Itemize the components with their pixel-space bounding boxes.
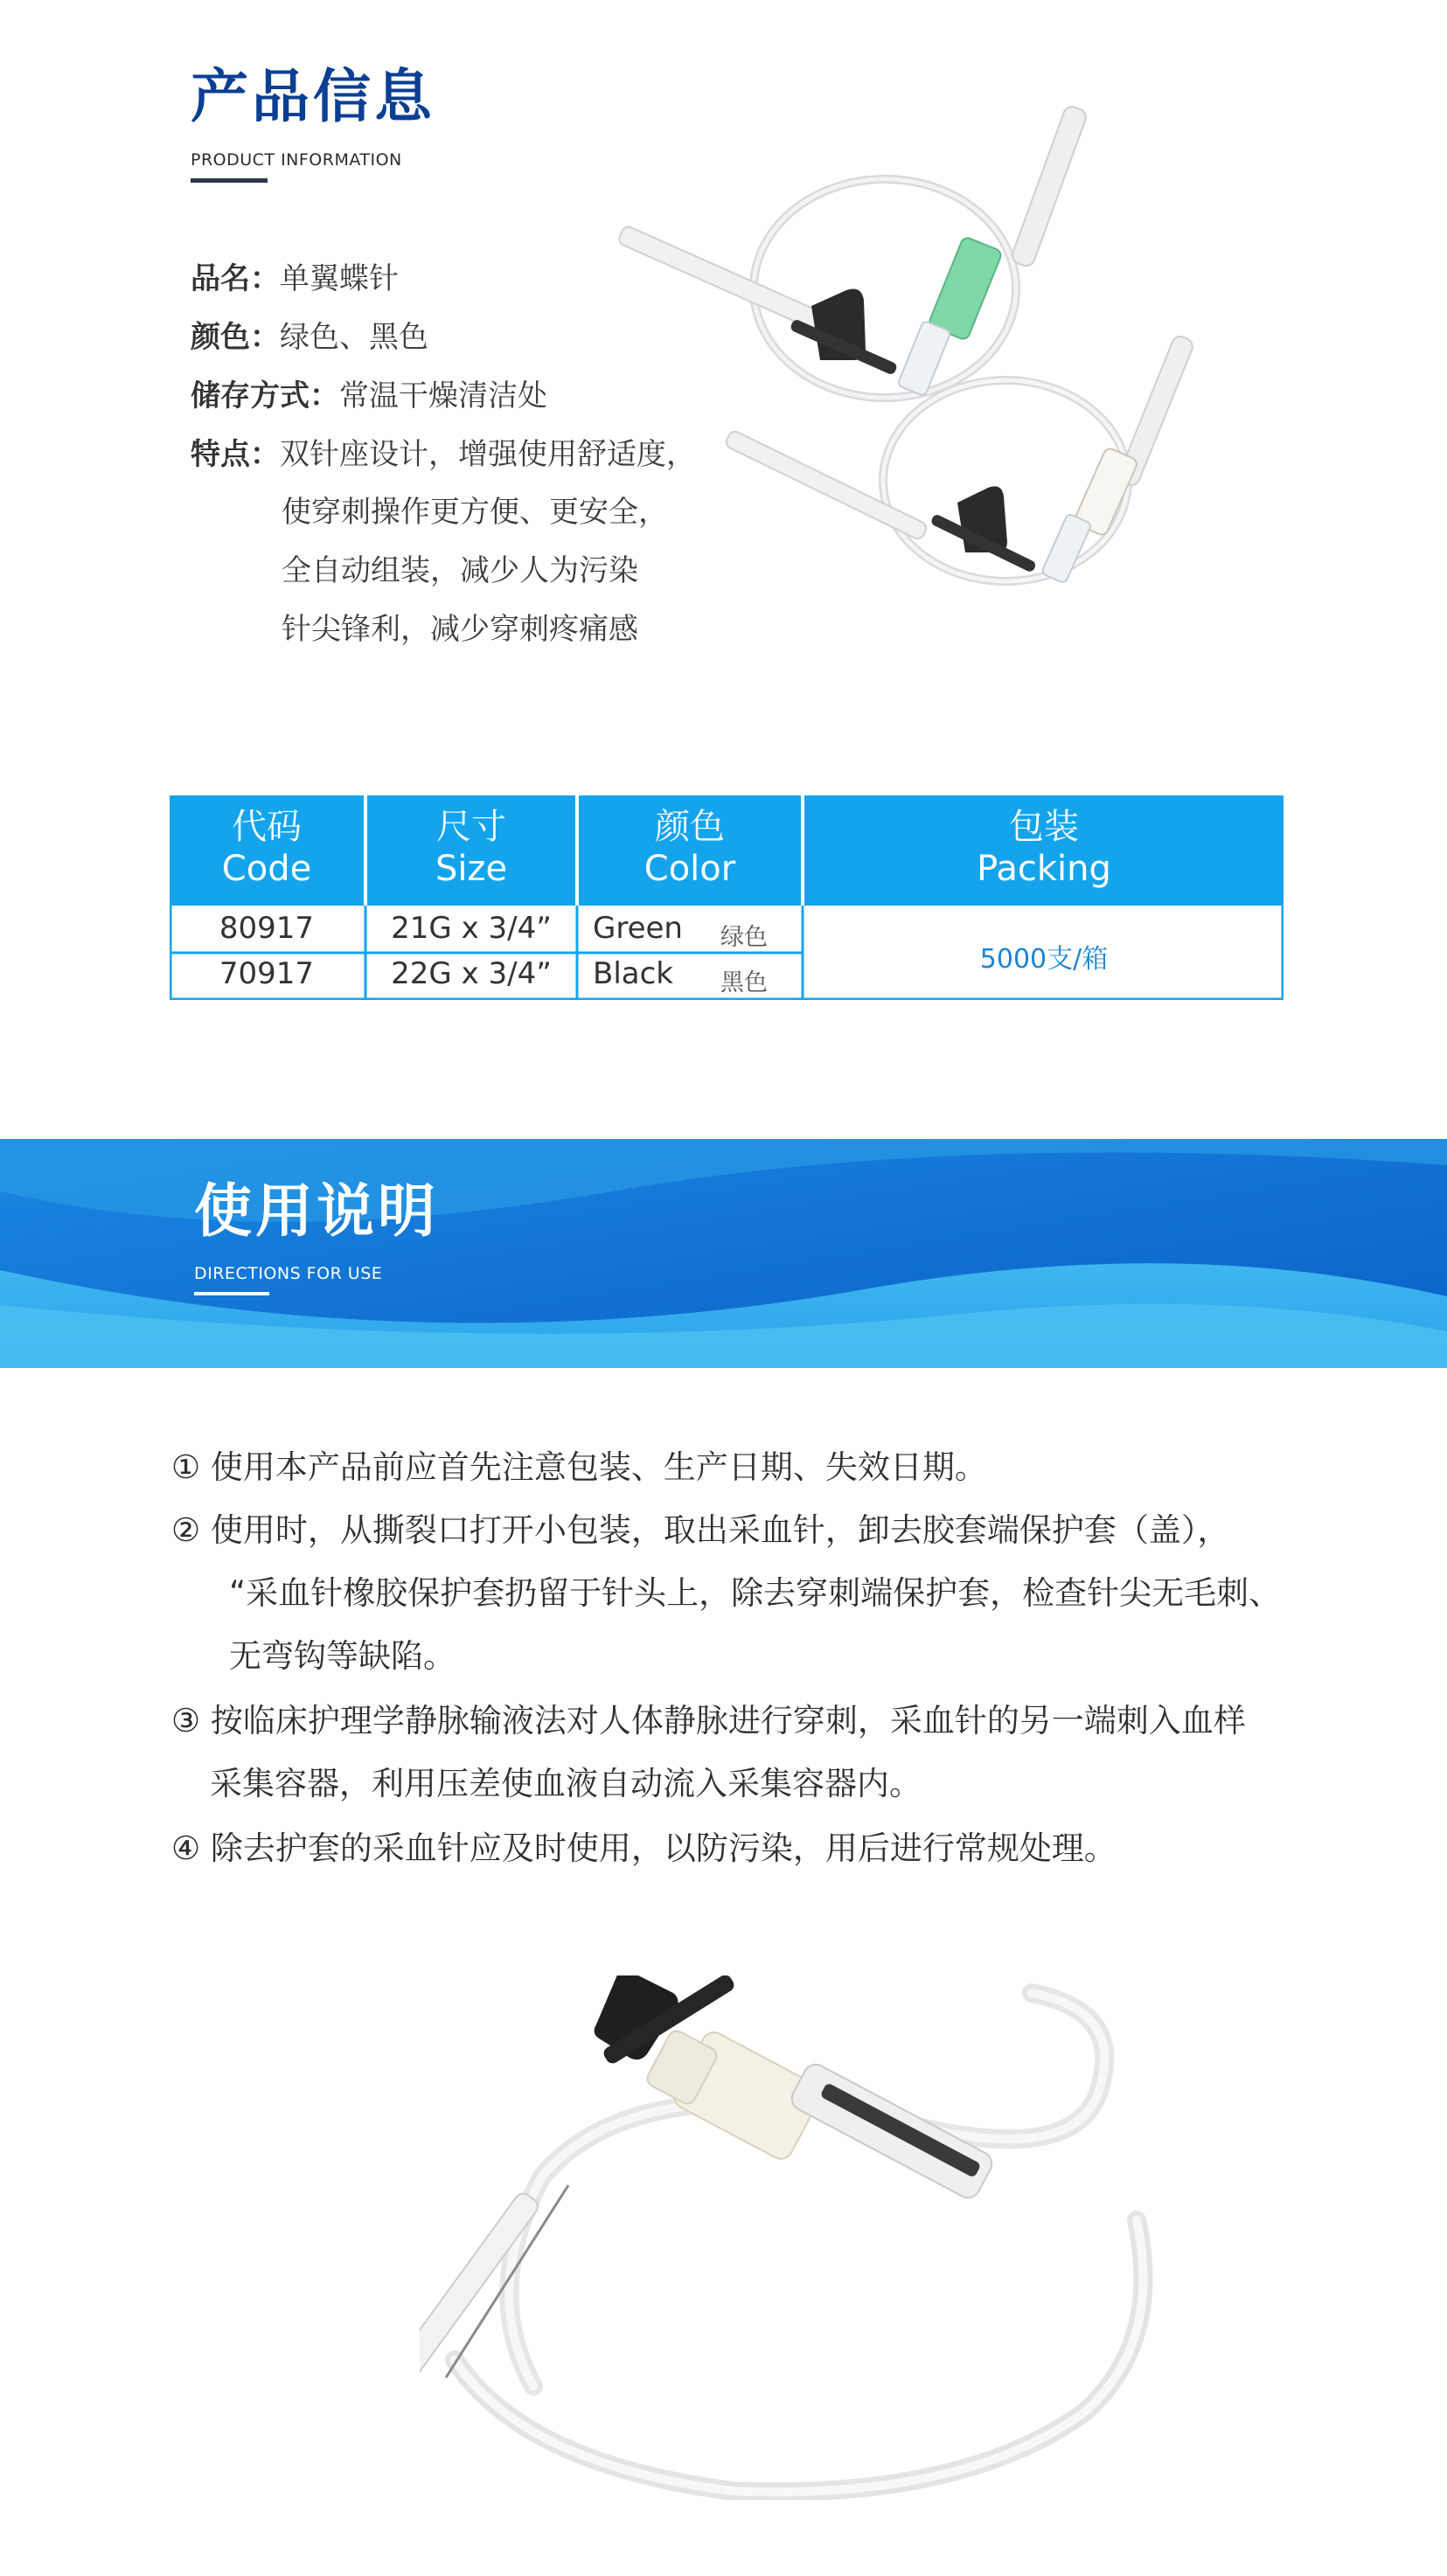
row2-color-en: Black [593, 956, 673, 991]
header-packing-cn: 包装 [1009, 807, 1079, 847]
storage-row [191, 378, 547, 413]
directions-underline [194, 1292, 269, 1295]
row2-color-cn: 黑色 [720, 969, 768, 996]
header-code-cn: 代码 [232, 807, 302, 847]
green-needle-illustration [617, 104, 1089, 398]
title-underline [191, 178, 268, 183]
feature-line: 双针座设计，增强使用舒适度， [280, 437, 696, 472]
direction-step-4: ④ 除去护套的采血针应及时使用，以防污染，用后进行常规处理。 [171, 1830, 1117, 1867]
direction-step-1: ① 使用本产品前应首先注意包装、生产日期、失效日期。 [171, 1448, 987, 1486]
feature-line: 针尖锋利，减少穿刺疼痛感 [282, 612, 638, 647]
row1-color-cn: 绿色 [720, 924, 768, 951]
row1-code: 80917 [219, 911, 315, 946]
header-size [367, 806, 575, 890]
header-color [579, 806, 801, 890]
row1-color-en: Green [593, 911, 683, 946]
product-name-value: 单翼蝶针 [280, 261, 399, 296]
row2-code: 70917 [219, 956, 315, 991]
header-size-cn: 尺寸 [436, 807, 506, 847]
product-color-value: 绿色、黑色 [280, 320, 428, 355]
packing-value: 5000支/箱 [979, 944, 1109, 975]
header-packing-en: Packing [977, 849, 1111, 889]
header-code-en: Code [221, 849, 312, 889]
product-color-key: 颜色： [191, 320, 280, 355]
directions-title: 使用说明 [194, 1177, 439, 1245]
header-size-en: Size [435, 849, 508, 889]
product-name-key: 品名： [191, 261, 280, 296]
row2-size: 22G x 3/4” [391, 956, 552, 991]
directions-banner [0, 1139, 1447, 1368]
header-color-en: Color [643, 849, 736, 889]
direction-step-2-cont: 无弯钩等缺陷。 [229, 1637, 456, 1675]
feature-line: 全自动组装，减少人为污染 [282, 553, 638, 588]
feature-line: 使穿刺操作更方便、更安全， [282, 495, 668, 530]
storage-key: 储存方式： [191, 378, 339, 413]
direction-step-3: ③ 按临床护理学静脉输液法对人体静脉进行穿刺，采血针的另一端刺入血样 [171, 1702, 1246, 1739]
row1-size: 21G x 3/4” [391, 911, 552, 946]
features-key: 特点： [191, 437, 280, 472]
product-info-title: 产品信息 [191, 63, 435, 130]
header-color-cn: 颜色 [655, 807, 725, 847]
direction-step-2: ② 使用时，从撕裂口打开小包装，取出采血针，卸去胶套端保护套（盖）， [171, 1511, 1230, 1549]
header-code [170, 806, 364, 890]
product-info-subtitle: PRODUCT INFORMATION [191, 150, 402, 170]
product-name-row [191, 261, 399, 296]
butterfly-needle-closeup-image [420, 1975, 1207, 2500]
direction-step-2-cont: “采血针橡胶保护套扔留于针头上，除去穿刺端保护套，检查针尖无毛刺、 [229, 1574, 1282, 1612]
direction-step-3-cont: 采集容器，利用压差使血液自动流入采集容器内。 [210, 1765, 922, 1802]
directions-subtitle: DIRECTIONS FOR USE [194, 1264, 383, 1283]
header-packing [804, 806, 1284, 890]
butterfly-needles-image [612, 96, 1294, 638]
product-color-row [191, 320, 428, 355]
storage-value: 常温干燥清洁处 [339, 378, 547, 413]
